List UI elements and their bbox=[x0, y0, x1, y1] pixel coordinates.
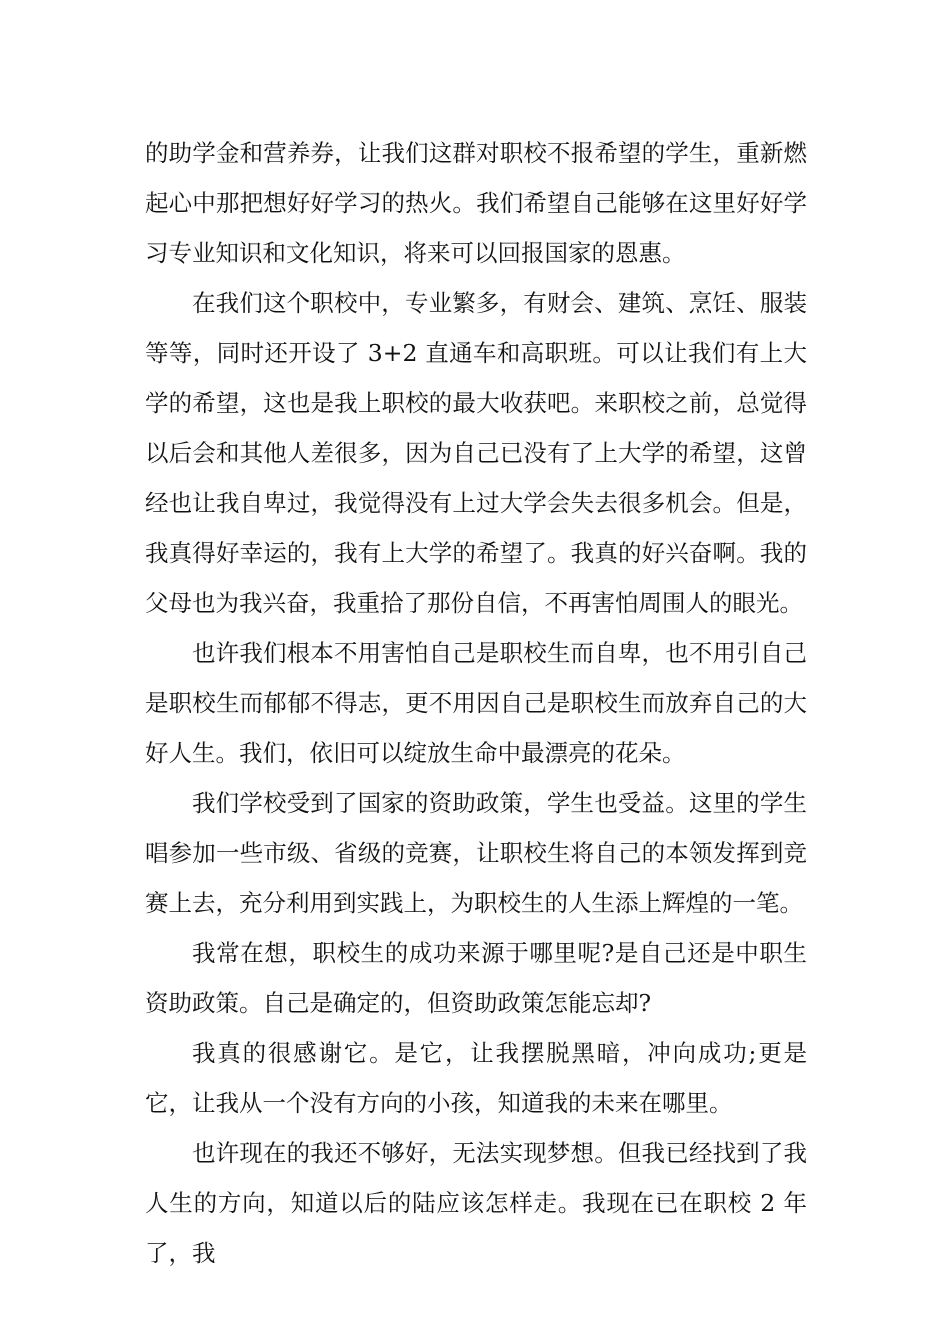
paragraph-7: 也许现在的我还不够好，无法实现梦想。但我已经找到了我人生的方向，知道以后的陆应该怎样走。我现在已在职校 2 年了，我 bbox=[145, 1139, 807, 1267]
paragraph-2: 在我们这个职校中，专业繁多，有财会、建筑、烹饪、服装等等，同时还开设了 3+2 直通车和高职班。可以让我们有上大学的希望，这也是我上职校的最大收获吧。来职校之前，总觉得以后会和其他人差很多，因为自己已没有了上大学的希望，这曾经也让我自卑过，我觉得没有上过大学会失去很多机会。但是，我真得好幸运的，我有上大学的希望了。我真的好兴奋啊。我的父母也为我兴奋，我重拾了那份自信，不再害怕周围人的眼光。 bbox=[145, 289, 807, 617]
document-body bbox=[145, 128, 807, 1278]
paragraph-3: 也许我们根本不用害怕自己是职校生而自卑，也不用引自己是职校生而郁郁不得志，更不用因自己是职校生而放弃自己的大好人生。我们，依旧可以绽放生命中最漂亮的花朵。 bbox=[145, 639, 807, 767]
paragraph-1: 的助学金和营养券，让我们这群对职校不报希望的学生，重新燃起心中那把想好好学习的热火。我们希望自己能够在这里好好学习专业知识和文化知识，将来可以回报国家的恩惠。 bbox=[145, 139, 807, 267]
paragraph-5: 我常在想，职校生的成功来源于哪里呢?是自己还是中职生资助政策。自己是确定的，但资助政策怎能忘却? bbox=[145, 939, 807, 1017]
paragraph-6: 我真的很感谢它。是它，让我摆脱黑暗，冲向成功;更是它，让我从一个没有方向的小孩，知道我的未来在哪里。 bbox=[145, 1039, 807, 1117]
paragraph-4: 我们学校受到了国家的资助政策，学生也受益。这里的学生唱参加一些市级、省级的竞赛，让职校生将自己的本领发挥到竞赛上去，充分利用到实践上，为职校生的人生添上辉煌的一笔。 bbox=[145, 789, 807, 917]
